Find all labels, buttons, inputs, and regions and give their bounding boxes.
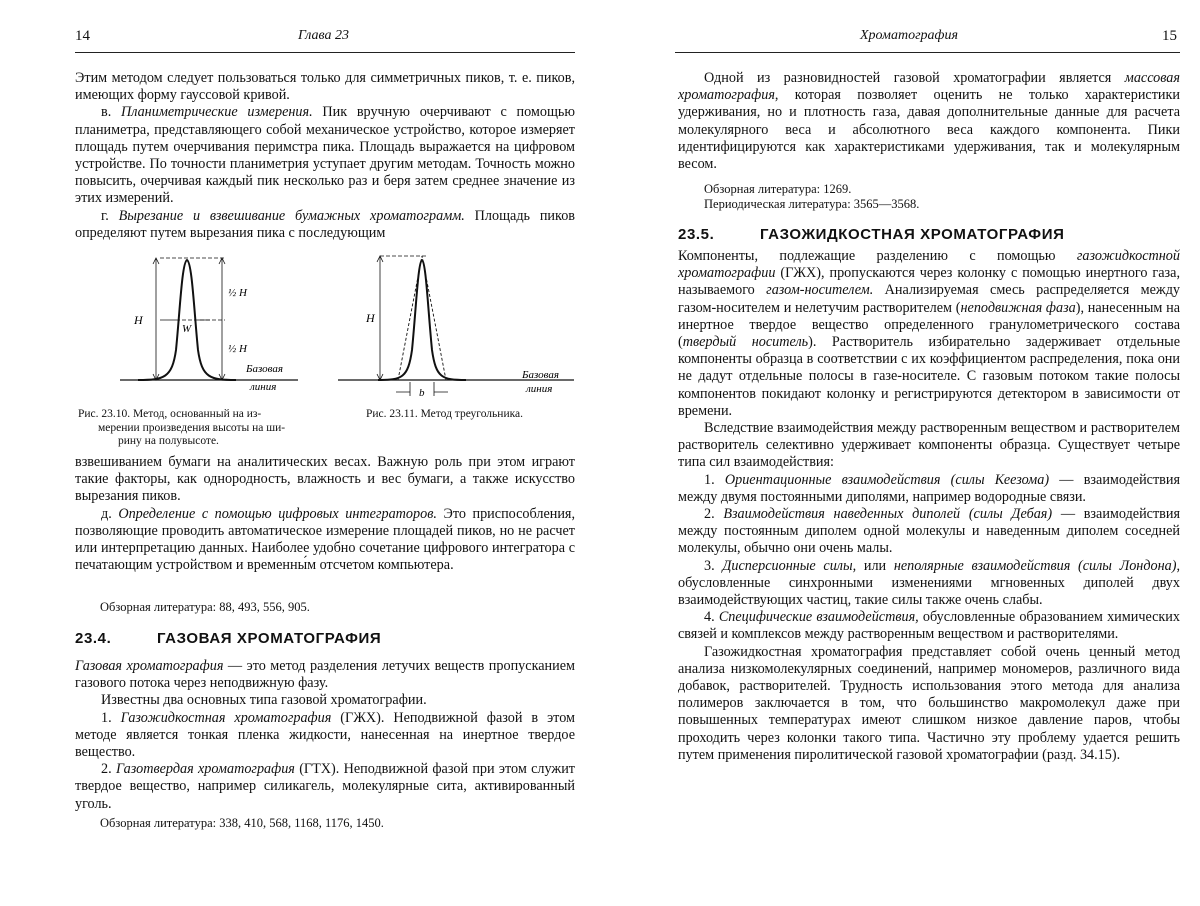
paragraph: Вследствие взаимодействия между растворенным веществом и растворителем растворитель селективно удерживает компоненты образца. Существует четыре типа сил взаимодействия: (678, 420, 1180, 471)
baseline-label: Базовая (522, 369, 559, 381)
label-half-H-top: ½ H (228, 287, 247, 299)
right-page (600, 0, 1200, 906)
figure-caption-23-11: Рис. 23.11. Метод треугольника. (366, 408, 523, 420)
list-item: 2. Газотвердая хроматография (ГТХ). Неподвижной фазой при этом служит твердое вещество, например силикагель, молекулярные сита, активированный уголь. (75, 761, 576, 812)
paragraph: Газовая хроматография — это метод разделения летучих веществ пропусканием газового потока через неподвижную фазу. (75, 658, 575, 692)
figure-23-11 (338, 250, 578, 400)
text-block-gc (75, 658, 575, 813)
paragraph: Одной из разновидностей газовой хроматографии является массовая хроматография, которая позволяет оценить не только характеристики удерживания, но и плотность газа, давая дополнительные данные для расчета молекулярного веса и абсолютного веса каждого компонента. Пики идентифицируются как характеристиками удерживания, так и молекулярным весом. (678, 70, 1180, 173)
page-number: 15 (1162, 28, 1177, 44)
running-head: Глава 23 (298, 28, 349, 43)
figure-caption-23-10: Рис. 23.10. Метод, основанный на из- мерении произведения высоты на ши- рину на полувысоте. (78, 408, 286, 447)
text-block-ms (678, 70, 1180, 173)
paragraph: Компоненты, подлежащие разделению с помощью газожидкостной хроматографии (ГЖХ), пропускаются через колонку с помощью инертного газа, называемого газом-носителем. Анализируемая смесь распределяется между газом-носителем и нелетучим растворителем (неподвижная фаза), нанесенным на инертное твердое вещество определенного гранулометрического состава (твердый носитель). Растворитель избирательно задерживает отдельные компоненты образца в соответствии с их коэффициентом распределения, пока они не дадут отдельные полосы в газе-носителе. С газовым потоком такие полосы компонентов покидают колонку и регистрируются детектором в зависимости от времени. (678, 248, 1181, 419)
paragraph: взвешиванием бумаги на аналитических весах. Важную роль при этом играют такие факторы, как однородность, влажность и вес бумаги, а также искусство вырезания пиков. (75, 454, 575, 505)
review-literature: Обзорная литература: 1269. (704, 182, 852, 196)
review-literature: Обзорная литература: 338, 410, 568, 1168, 1176, 1450. (100, 816, 384, 830)
label-H: H (366, 311, 375, 325)
text-block-middle (75, 454, 575, 574)
header-rule (75, 52, 575, 53)
paragraph: Газожидкостная хроматография представляет собой очень ценный метод анализа низкомолекулярных соединений, например мономеров, различного вида добавок, растворителей. Трудность использования этого метода для анализа полимеров заключается в том, что большинство макромолекул даже при повышенных температурах имеют слишком низкое давление паров, чтобы проходить через колонки такого типа. Частично эту проблему удается решить путем применения пиролитической газовой хроматографии (разд. 34.15). (678, 643, 1180, 763)
review-literature: Обзорная литература: 88, 493, 556, 905. (100, 600, 310, 614)
baseline-label: линия (526, 383, 553, 395)
label-H: H (134, 313, 143, 327)
baseline-label: Базовая (246, 363, 283, 375)
list-item: 1. Ориентационные взаимодействия (силы Кеезома) — взаимодействия между двумя постоянными диполями, например водородные связи. (678, 471, 1180, 505)
triangle-tangents (398, 256, 446, 380)
list-item: 2. Взаимодействия наведенных диполей (силы Дебая) — взаимодействия между постоянным диполем одной молекулы и наведенным диполем соседней молекулы, обычно они очень малы. (678, 506, 1180, 557)
paragraph-planimetric: в. Планиметрические измерения. Пик вручную очерчивают с помощью планиметра, представляющего собой механическое устройство, которое измеряет площадь путем очерчивания перимстра пика. Площадь выражается на цифровом устройстве. По точности планиметрия уступает другим методам. Точность можно повысить, очерчивая каждый пик несколько раз и беря затем среднее значение из этих измерений. (75, 104, 575, 207)
paragraph: Этим методом следует пользоваться только для симметричных пиков, т. е. пиков, имеющих форму гауссовой кривой. (75, 70, 575, 104)
baseline-label: линия (250, 381, 277, 393)
section-heading-23-5: 23.5. ГАЗОЖИДКОСТНАЯ ХРОМАТОГРАФИЯ (678, 226, 1065, 243)
page-number: 14 (75, 28, 90, 44)
label-W: W (182, 323, 192, 335)
label-b: b (419, 387, 425, 399)
running-head: Хроматография (860, 28, 958, 43)
section-heading-23-4: 23.4. ГАЗОВАЯ ХРОМАТОГРАФИЯ (75, 630, 382, 647)
list-item: 3. Дисперсионные силы, или неполярные взаимодействия (силы Лондона), обусловленные синхронными изменениями мгновенных диполей двух взаимодействующих частиц, такие силы также очень слабы. (678, 557, 1181, 609)
text-block-glc (678, 248, 1180, 764)
paragraph: Известны два основных типа газовой хроматографии. (101, 692, 427, 709)
list-item: 4. Специфические взаимодействия, обусловленные образованием химических связей и комплексов между растворенным веществом и растворителями. (678, 609, 1180, 643)
peak (378, 260, 466, 380)
list-item: 1. Газожидкостная хроматография (ГЖХ). Неподвижной фазой в этом методе является тонкая пленка жидкости, нанесенная на инертное твердое вещество. (75, 709, 575, 761)
figure-23-10 (120, 250, 300, 398)
header-rule (675, 52, 1180, 53)
text-block-top (75, 70, 575, 242)
periodic-literature: Периодическая литература: 3565—3568. (704, 197, 920, 211)
paragraph-integrators: д. Определение с помощью цифровых интеграторов. Это приспособления, позволяющие проводить автоматическое измерение площадей пиков, но не расчет или интерпретацию данных. Наиболее удобно сочетание цифрового интегратора с печатающим устройством и временны́м отсчетом компьютера. (75, 505, 576, 574)
label-half-H-bottom: ½ H (228, 343, 247, 355)
paragraph-cutting: г. Вырезание и взвешивание бумажных хроматограмм. Площадь пиков определяют путем вырезания пика с последующим (75, 207, 575, 241)
